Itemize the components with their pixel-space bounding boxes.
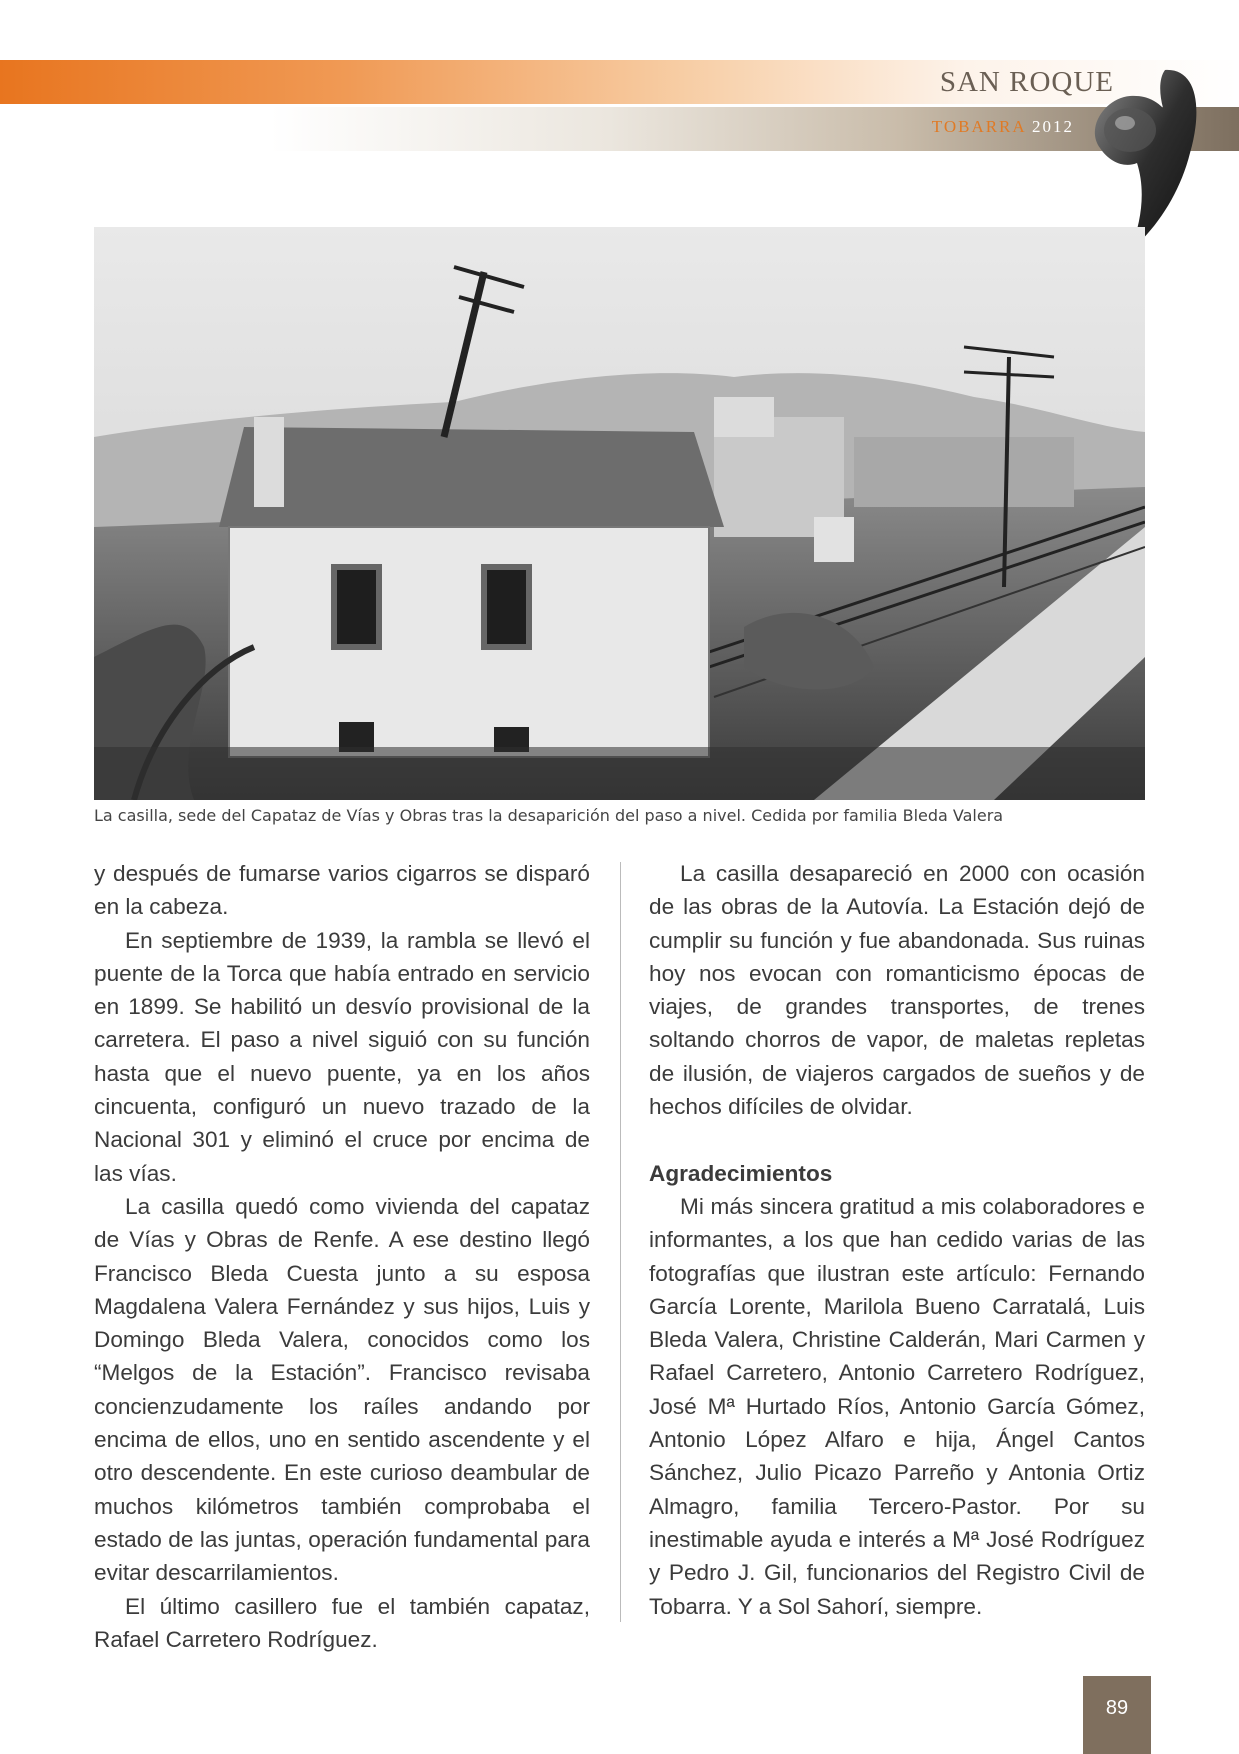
hat-logo-icon — [1085, 68, 1210, 253]
right-paragraph-2: Mi más sincera gratitud a mis colaboradores e informantes, a los que han cedido varias de las fotografías que ilustran este artículo: Fernando García Lorente, Marilola Bueno Carratalá, Luis Bleda Valera, Christine Calderán, Mari Carmen y Rafael Carretero, Antonio Carretero Rodríguez, José Mª Hurtado Ríos, Antonio García Gómez, Antonio López Alfaro e hija, Ángel Cantos Sánchez, Julio Picazo Parreño y Antonia Ortiz Almagro, familia Tercero-Pastor. Por su inestimable ayuda e interés a Mª José Rodríguez y Pedro J. Gil, funcionarios del Registro Civil de Tobarra. Y a Sol Sahorí, siempre. — [649, 1193, 1145, 1619]
header-title: SAN ROQUE — [939, 66, 1114, 98]
header-subtitle-town: TOBARRA — [931, 117, 1026, 136]
page-number: 89 — [1083, 1676, 1151, 1754]
left-paragraph-4: El último casillero fue el también capataz, Rafael Carretero Rodríguez. — [94, 1593, 590, 1652]
header-subtitle-year: 2012 — [1032, 117, 1074, 136]
station-house-photo — [94, 227, 1145, 800]
spacer — [649, 1123, 1145, 1156]
left-paragraph-2: En septiembre de 1939, la rambla se llevó el puente de la Torca que había entrado en servicio en 1899. Se habilitó un desvío provisional de la carretera. El paso a nivel siguió con su función hasta que el nuevo puente, ya en los años cincuenta, configuró un nuevo trazado de la Nacional 301 y eliminó el cruce por encima de las vías. — [94, 927, 590, 1186]
section-heading: Agradecimientos — [649, 1160, 833, 1186]
column-divider — [620, 862, 621, 1622]
left-paragraph-3: La casilla quedó como vivienda del capataz de Vías y Obras de Renfe. A ese destino llegó Francisco Bleda Cuesta junto a su esposa Magdalena Valera Fernández y sus hijos, Luis y Domingo Bleda Valera, conocidos como los “Melgos de la Estación”. Francisco revisaba concienzudamente los raíles andando por encima de ellos, uno en sentido ascendente y el otro descendente. En este curioso deambular de muchos kilómetros también comprobaba el estado de las juntas, operación fundamental para evitar descarrilamientos. — [94, 1193, 590, 1586]
left-column — [94, 857, 590, 1656]
left-paragraph-1: y después de fumarse varios cigarros se disparó en la cabeza. — [94, 861, 590, 920]
photo-caption: La casilla, sede del Capataz de Vías y Obras tras la desaparición del paso a nivel. Cedida por familia Bleda Valera — [94, 806, 1004, 825]
right-column — [649, 857, 1145, 1623]
right-paragraph-1: La casilla desapareció en 2000 con ocasión de las obras de la Autovía. La Estación dejó de cumplir su función y fue abandonada. Sus ruinas hoy nos evocan con romanticismo épocas de viajes, de grandes transportes, de trenes soltando chorros de vapor, de maletas repletas de ilusión, de viajeros cargados de sueños y de hechos difíciles de olvidar. — [649, 861, 1145, 1120]
header-subtitle — [932, 117, 1074, 137]
